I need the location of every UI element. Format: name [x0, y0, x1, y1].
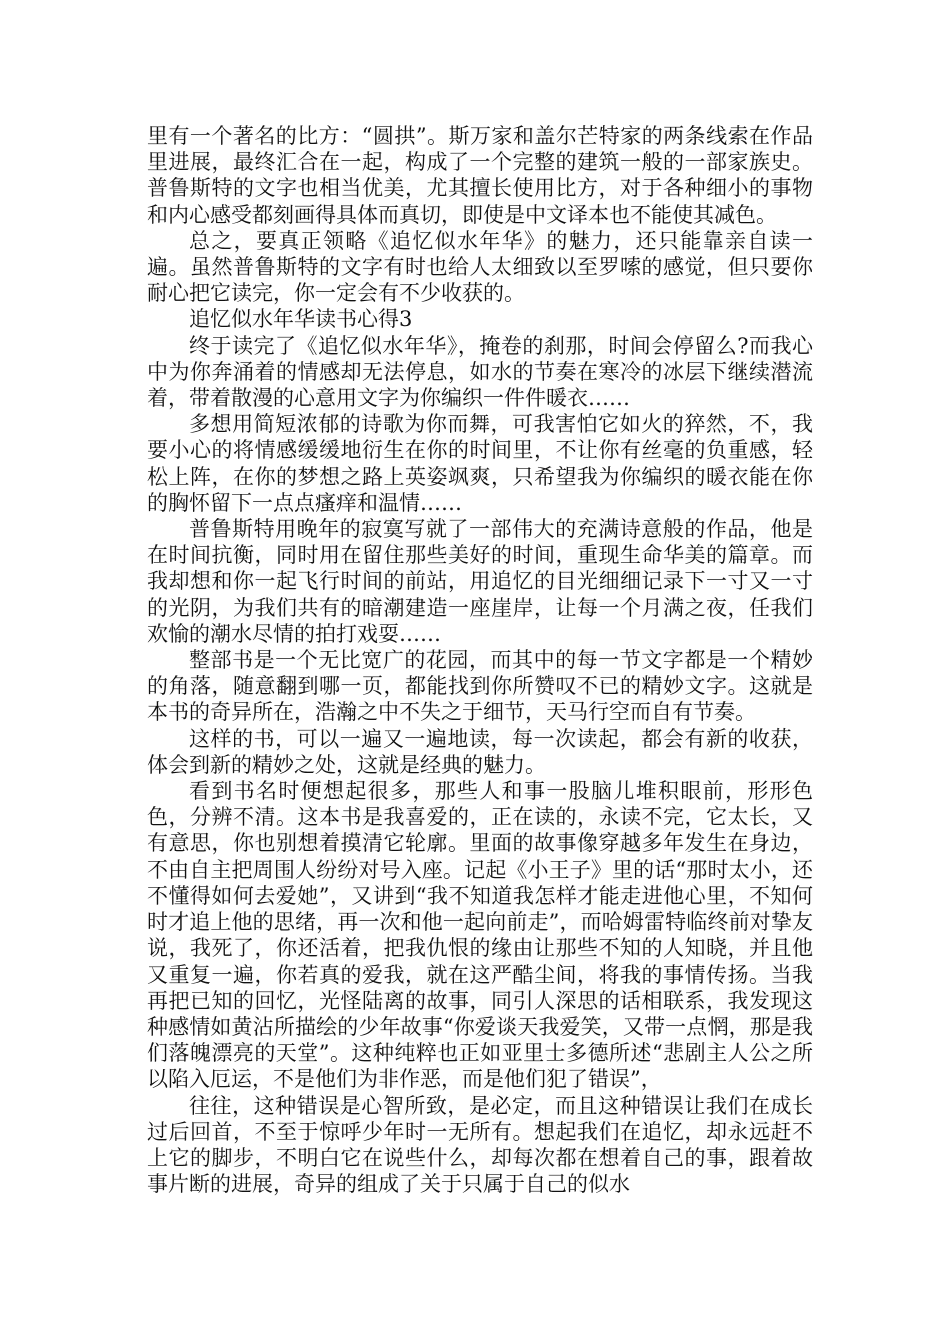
section-heading: 追忆似水年华读书心得3: [189, 307, 413, 332]
paragraph: 总之，要真正领略《追忆似水年华》的魅力，还只能靠亲自读一遍。虽然普鲁斯特的文字有时也给人太细致以至罗嗦的感觉，但只要你耐心把它读完，你一定会有不少收获的。: [147, 228, 813, 306]
paragraph: 看到书名时便想起很多，那些人和事一股脑儿堆积眼前，形形色色，分辨不清。这本书是我喜爱的，正在读的，永读不完，它太长，又有意思，你也别想着摸清它轮廓。里面的故事像穿越多年发生在身边，不由自主把周围人纷纷对号入座。记起《小王子》里的话“那时太小，还不懂得如何去爱她”，又讲到“我不知道我怎样才能走进他心里，不知何时才追上他的思绪，再一次和他一起向前走”，而哈姆雷特临终前对挚友说，我死了，你还活着，把我仇恨的缘由让那些不知的人知晓，并且他又重复一遍，你若真的爱我，就在这严酷尘间，将我的事情传扬。当我再把已知的回忆，光怪陆离的故事，同引人深思的话相联系，我发现这种感情如黄沾所描绘的少年故事“你爱谈天我爱笑，又带一点惘，那是我们落魄漂亮的天堂”。这种纯粹也正如亚里士多德所述“悲剧主人公之所以陷入厄运，不是他们为非作恶，而是他们犯了错误”，: [147, 779, 813, 1092]
paragraph: 里有一个著名的比方：“圆拱”。斯万家和盖尔芒特家的两条线索在作品里进展，最终汇合在一起，构成了一个完整的建筑一般的一部家族史。普鲁斯特的文字也相当优美，尤其擅长使用比方，对于各种细小的事物和内心感受都刻画得具体而真切，即使是中文译本也不能使其减色。: [147, 124, 813, 227]
document-body: [147, 123, 813, 1197]
paragraph: 终于读完了《追忆似水年华》，掩卷的刹那，时间会停留么?而我心中为你奔涌着的情感却无法停息，如水的节奏在寒冷的冰层下继续潜流着，带着散漫的心意用文字为你编织一件件暖衣……: [147, 333, 813, 411]
paragraph: 整部书是一个无比宽广的花园，而其中的每一节文字都是一个精妙的角落，随意翻到哪一页，都能找到你所赞叹不已的精妙文字。这就是本书的奇异所在，浩瀚之中不失之于细节，天马行空而自有节奏。: [147, 648, 813, 725]
paragraph: 往往，这种错误是心智所致，是必定，而且这种错误让我们在成长过后回首，不至于惊呼少年时一无所有。想起我们在追忆，却永远赶不上它的脚步，不明白它在说些什么，却每次都在想着自己的事，跟着故事片断的进展，奇异的组成了关于只属于自己的似水: [147, 1093, 813, 1197]
paragraph: 多想用简短浓郁的诗歌为你而舞，可我害怕它如火的猝然，不，我要小心的将情感缓缓地衍生在你的时间里，不让你有丝毫的负重感，轻松上阵，在你的梦想之路上英姿飒爽，只希望我为你编织的暖衣能在你的胸怀留下一点点瘙痒和温情……: [147, 412, 813, 515]
paragraph: 这样的书，可以一遍又一遍地读，每一次读起，都会有新的收获，体会到新的精妙之处，这就是经典的魅力。: [147, 726, 813, 777]
paragraph: 普鲁斯特用晚年的寂寞写就了一部伟大的充满诗意般的作品，他是在时间抗衡，同时用在留住那些美好的时间，重现生命华美的篇章。而我却想和你一起飞行时间的前站，用追忆的目光细细记录下一寸又一寸的光阴，为我们共有的暗潮建造一座崖岸，让每一个月满之夜，任我们欢愉的潮水尽情的拍打戏耍……: [147, 517, 813, 646]
